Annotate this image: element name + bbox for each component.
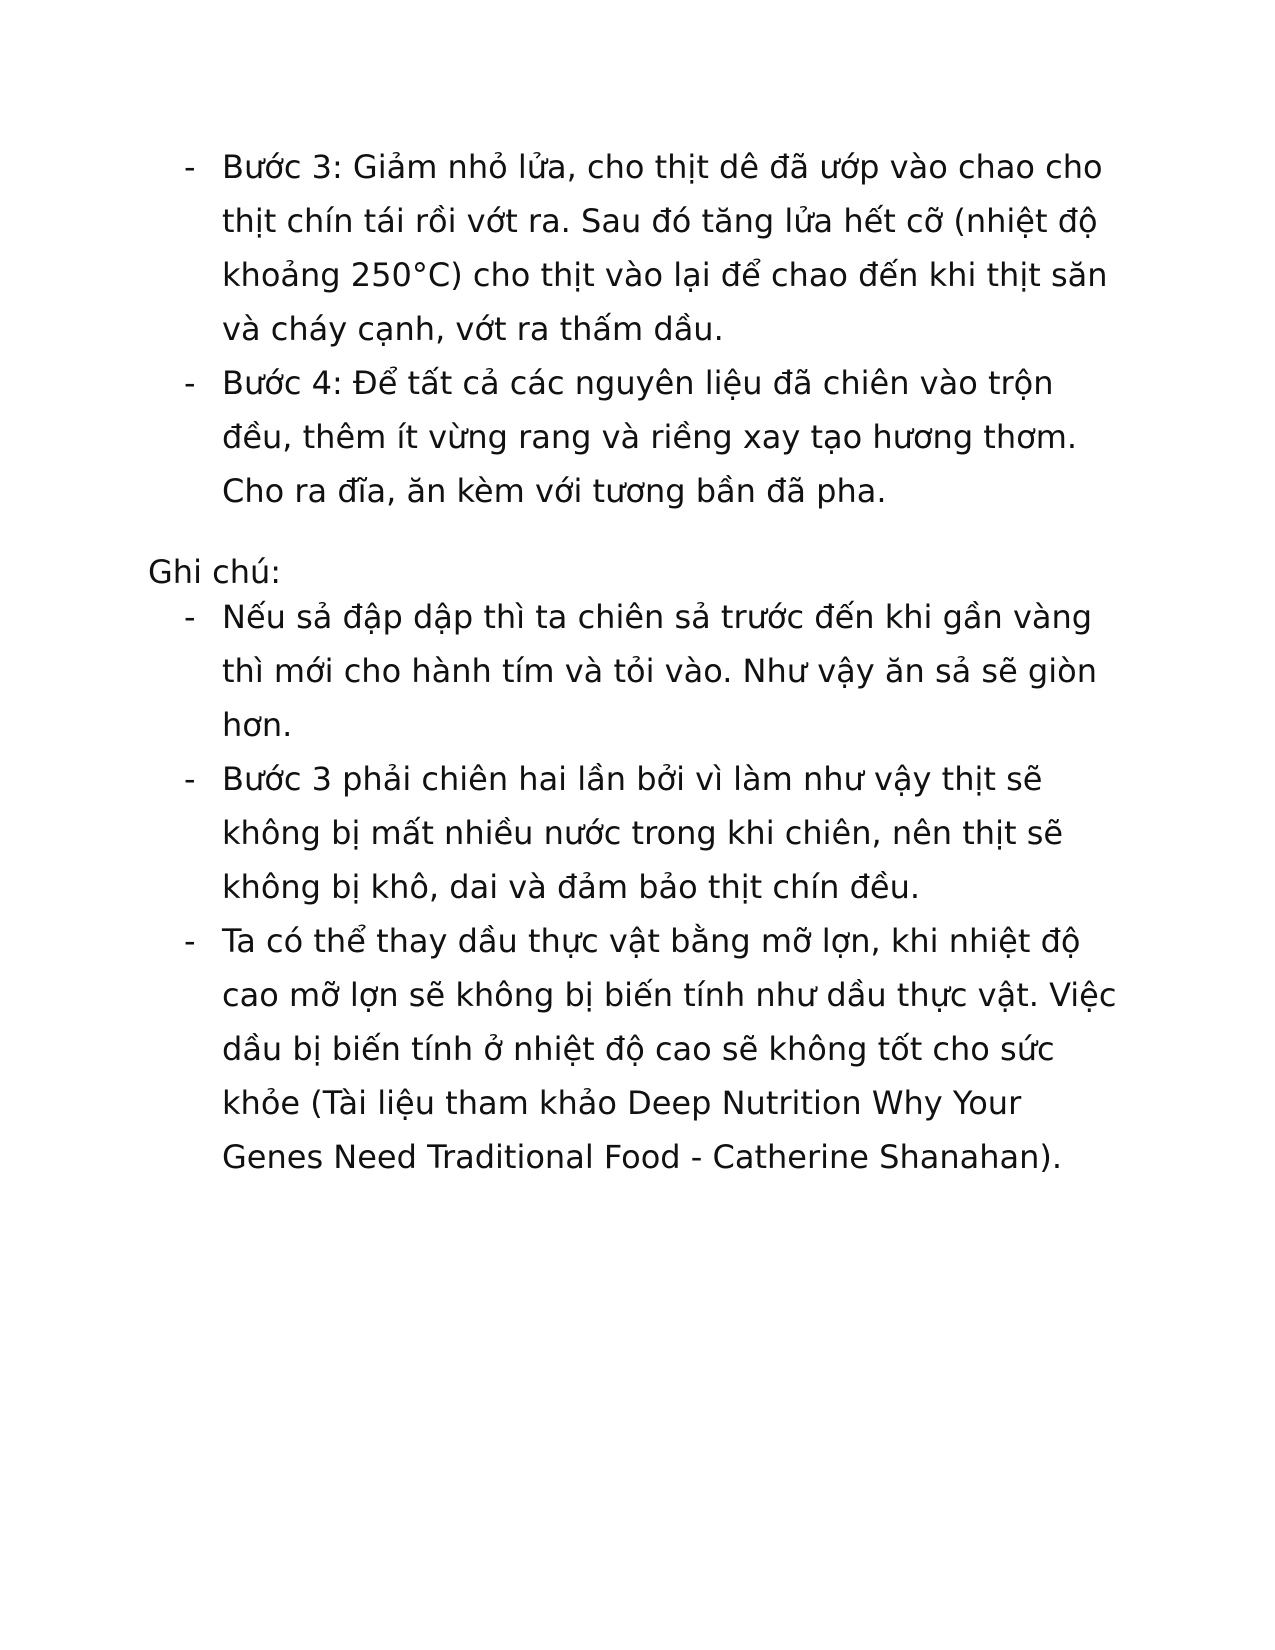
step-3-text: Bước 3: Giảm nhỏ lửa, cho thịt dê đã ướp vào chao cho thịt chín tái rồi vớt ra. Sau đó tăng lửa hết cỡ (nhiệt độ khoảng 250°C) cho thịt vào lại để chao đến khi thịt săn và cháy cạnh, vớt ra thấm dầu. [222,148,1108,348]
list-item [0,914,1122,1184]
list-item [0,752,1122,914]
list-item [0,590,1122,752]
list-item [0,140,1122,356]
notes-list [0,590,1275,1184]
bullet-dash: - [184,598,196,636]
list-item [0,356,1122,518]
note-1-text: Nếu sả đập dập thì ta chiên sả trước đến khi gần vàng thì mới cho hành tím và tỏi vào. Như vậy ăn sả sẽ giòn hơn. [222,598,1097,744]
note-2-text: Bước 3 phải chiên hai lần bởi vì làm như vậy thịt sẽ không bị mất nhiều nước trong khi chiên, nên thịt sẽ không bị khô, dai và đảm bảo thịt chín đều. [222,760,1064,906]
notes-heading: Ghi chú: [148,553,282,591]
bullet-dash: - [184,760,196,798]
bullet-dash: - [184,922,196,960]
step-4-text: Bước 4: Để tất cả các nguyên liệu đã chiên vào trộn đều, thêm ít vừng rang và riềng xay tạo hương thơm. Cho ra đĩa, ăn kèm với tương bần đã pha. [222,364,1078,510]
note-3-text: Ta có thể thay dầu thực vật bằng mỡ lợn, khi nhiệt độ cao mỡ lợn sẽ không bị biến tính như dầu thực vật. Việc dầu bị biến tính ở nhiệt độ cao sẽ không tốt cho sức khỏe (Tài liệu tham khảo Deep Nutrition Why Your Genes Need Traditional Food - Catherine Shanahan). [222,922,1117,1176]
steps-list [0,140,1275,518]
bullet-dash: - [184,148,196,186]
bullet-dash: - [184,364,196,402]
